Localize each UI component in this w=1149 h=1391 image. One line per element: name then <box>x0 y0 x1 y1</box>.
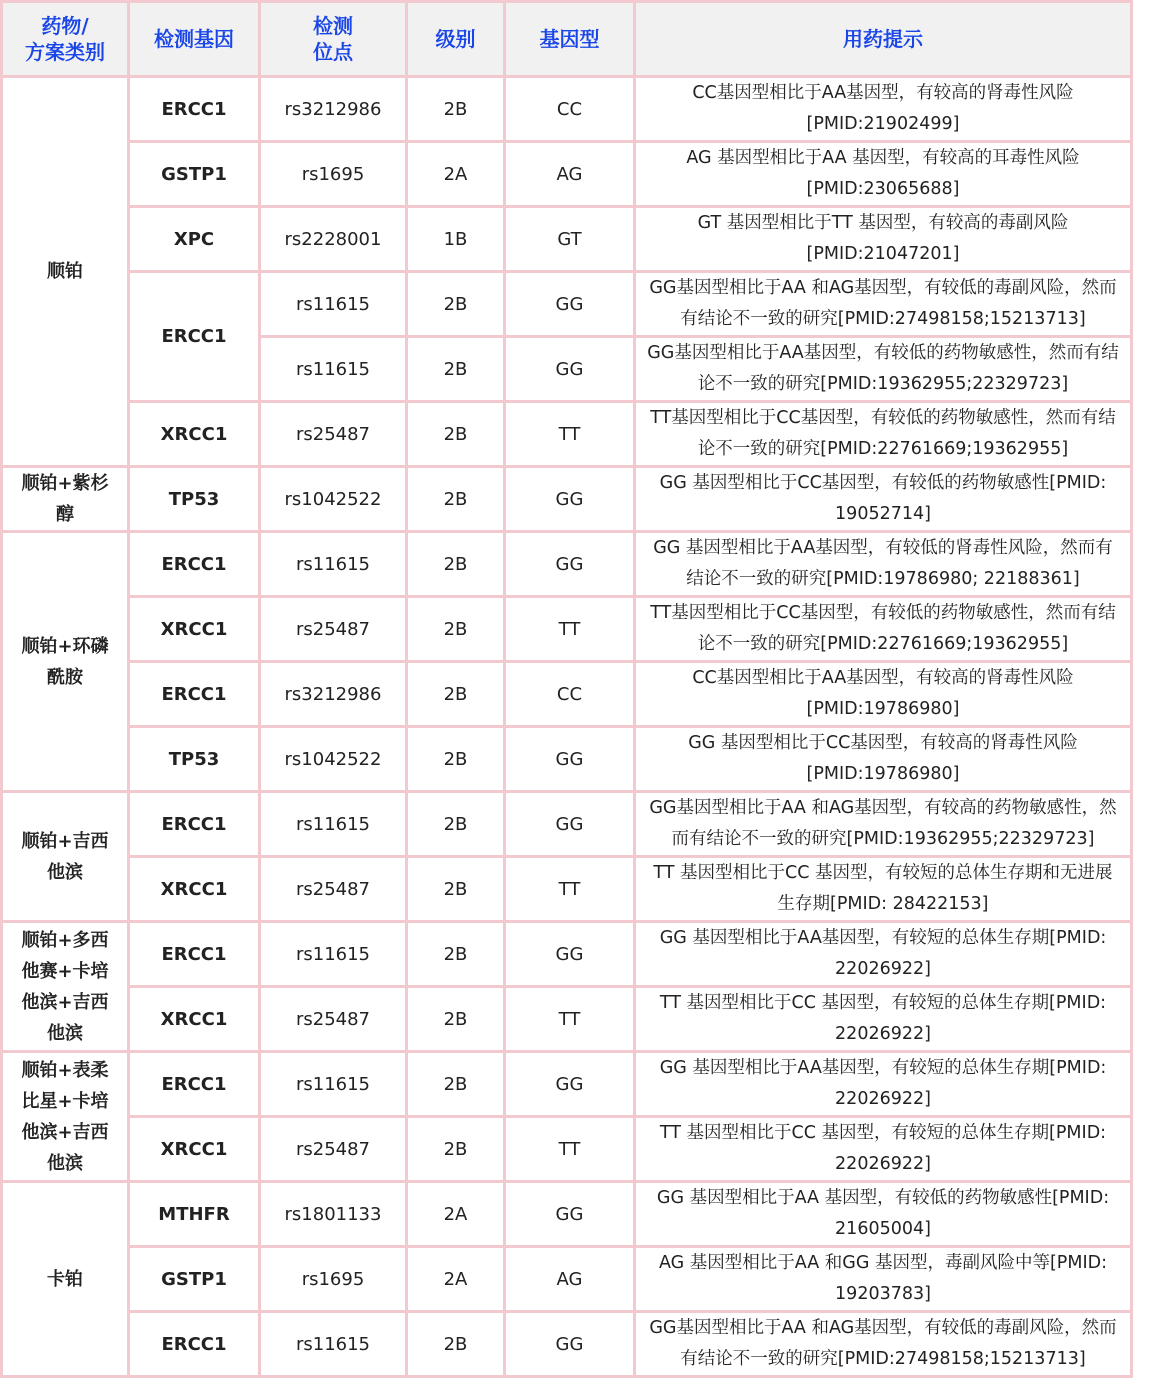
gene-cell: XRCC1 <box>130 403 261 468</box>
level-cell: 2B <box>408 988 506 1053</box>
table-row <box>3 403 1130 468</box>
medication-hint-cell: TT 基因型相比于CC 基因型，有较短的总体生存期[PMID: 22026922] <box>636 1118 1130 1183</box>
genotype-cell: GG <box>506 728 636 793</box>
header-level: 级别 <box>408 3 506 78</box>
medication-hint-cell: GG 基因型相比于CC基因型，有较高的肾毒性风险 [PMID:19786980] <box>636 728 1130 793</box>
gene-cell: XRCC1 <box>130 858 261 923</box>
table-row <box>3 468 1130 533</box>
genotype-cell: CC <box>506 663 636 728</box>
medication-hint-cell: CC基因型相比于AA基因型，有较高的肾毒性风险 [PMID:19786980] <box>636 663 1130 728</box>
site-cell: rs1695 <box>261 1248 408 1313</box>
medication-hint-cell: CC基因型相比于AA基因型，有较高的肾毒性风险 [PMID:21902499] <box>636 78 1130 143</box>
medication-hint-cell: TT基因型相比于CC基因型，有较低的药物敏感性，然而有结 论不一致的研究[PMID:22761669;19362955] <box>636 598 1130 663</box>
gene-cell: TP53 <box>130 728 261 793</box>
site-cell: rs3212986 <box>261 78 408 143</box>
table-body <box>3 78 1130 1375</box>
level-cell: 2B <box>408 403 506 468</box>
level-cell: 2B <box>408 1313 506 1375</box>
table-row <box>3 988 1130 1053</box>
drug-category-cell: 顺铂+环磷 酰胺 <box>3 533 130 793</box>
genotype-cell: TT <box>506 988 636 1053</box>
genotype-cell: TT <box>506 1118 636 1183</box>
site-cell: rs1042522 <box>261 728 408 793</box>
gene-cell: ERCC1 <box>130 78 261 143</box>
drug-category-cell: 顺铂 <box>3 78 130 468</box>
level-cell: 2B <box>408 858 506 923</box>
gene-cell: XRCC1 <box>130 1118 261 1183</box>
site-cell: rs2228001 <box>261 208 408 273</box>
drug-category-cell: 顺铂+多西 他赛+卡培 他滨+吉西 他滨 <box>3 923 130 1053</box>
site-cell: rs1042522 <box>261 468 408 533</box>
level-cell: 1B <box>408 208 506 273</box>
table-row <box>3 1183 1130 1248</box>
level-cell: 2B <box>408 728 506 793</box>
genotype-cell: GT <box>506 208 636 273</box>
gene-cell: ERCC1 <box>130 923 261 988</box>
genotype-cell: AG <box>506 143 636 208</box>
medication-hint-cell: AG 基因型相比于AA 和GG 基因型，毒副风险中等[PMID: 19203783] <box>636 1248 1130 1313</box>
medication-hint-cell: GG 基因型相比于AA基因型，有较短的总体生存期[PMID: 22026922] <box>636 1053 1130 1118</box>
genotype-cell: GG <box>506 533 636 598</box>
genotype-cell: CC <box>506 78 636 143</box>
site-cell: rs25487 <box>261 858 408 923</box>
medication-hint-cell: GG基因型相比于AA 和AG基因型，有较低的毒副风险，然而 有结论不一致的研究[PMID:27498158;15213713] <box>636 273 1130 338</box>
medication-hint-cell: GT 基因型相比于TT 基因型，有较高的毒副风险 [PMID:21047201] <box>636 208 1130 273</box>
site-cell: rs25487 <box>261 403 408 468</box>
medication-hint-cell: GG基因型相比于AA基因型，有较低的药物敏感性，然而有结 论不一致的研究[PMID:19362955;22329723] <box>636 338 1130 403</box>
medication-hint-cell: GG 基因型相比于CC基因型，有较低的药物敏感性[PMID: 19052714] <box>636 468 1130 533</box>
level-cell: 2B <box>408 663 506 728</box>
drug-category-cell: 顺铂+表柔 比星+卡培 他滨+吉西 他滨 <box>3 1053 130 1183</box>
medication-hint-cell: GG 基因型相比于AA 基因型，有较低的药物敏感性[PMID: 21605004] <box>636 1183 1130 1248</box>
table-row <box>3 923 1130 988</box>
table-row <box>3 858 1130 923</box>
table-row <box>3 78 1130 143</box>
medication-hint-cell: TT 基因型相比于CC 基因型，有较短的总体生存期和无进展 生存期[PMID: 28422153] <box>636 858 1130 923</box>
medication-hint-cell: TT基因型相比于CC基因型，有较低的药物敏感性，然而有结 论不一致的研究[PMID:22761669;19362955] <box>636 403 1130 468</box>
level-cell: 2B <box>408 78 506 143</box>
level-cell: 2B <box>408 468 506 533</box>
genotype-cell: GG <box>506 793 636 858</box>
table-row <box>3 273 1130 338</box>
site-cell: rs11615 <box>261 338 408 403</box>
gene-cell: GSTP1 <box>130 1248 261 1313</box>
gene-cell: ERCC1 <box>130 663 261 728</box>
gene-cell: ERCC1 <box>130 273 261 403</box>
gene-cell: XRCC1 <box>130 598 261 663</box>
genotype-cell: AG <box>506 1248 636 1313</box>
level-cell: 2B <box>408 338 506 403</box>
gene-cell: ERCC1 <box>130 1053 261 1118</box>
level-cell: 2B <box>408 1118 506 1183</box>
genotype-cell: TT <box>506 598 636 663</box>
table-row <box>3 1118 1130 1183</box>
level-cell: 2B <box>408 273 506 338</box>
site-cell: rs11615 <box>261 923 408 988</box>
medication-hint-cell: GG 基因型相比于AA基因型，有较短的总体生存期[PMID: 22026922] <box>636 923 1130 988</box>
table-row <box>3 1053 1130 1118</box>
medication-hint-cell: TT 基因型相比于CC 基因型，有较短的总体生存期[PMID: 22026922] <box>636 988 1130 1053</box>
drug-category-cell: 顺铂+紫杉 醇 <box>3 468 130 533</box>
gene-cell: ERCC1 <box>130 1313 261 1375</box>
level-cell: 2B <box>408 1053 506 1118</box>
table-row <box>3 663 1130 728</box>
genotype-cell: TT <box>506 403 636 468</box>
gene-cell: XRCC1 <box>130 988 261 1053</box>
site-cell: rs25487 <box>261 598 408 663</box>
table-row <box>3 143 1130 208</box>
site-cell: rs25487 <box>261 988 408 1053</box>
genotype-cell: GG <box>506 1313 636 1375</box>
genotype-cell: GG <box>506 1053 636 1118</box>
medication-hint-cell: GG 基因型相比于AA基因型，有较低的肾毒性风险，然而有 结论不一致的研究[PMID:19786980; 22188361] <box>636 533 1130 598</box>
genotype-cell: GG <box>506 1183 636 1248</box>
site-cell: rs11615 <box>261 273 408 338</box>
medication-hint-cell: GG基因型相比于AA 和AG基因型，有较低的毒副风险，然而 有结论不一致的研究[PMID:27498158;15213713] <box>649 1318 1117 1369</box>
gene-cell: ERCC1 <box>130 533 261 598</box>
header-site: 检测 位点 <box>261 3 408 78</box>
gene-cell: ERCC1 <box>130 793 261 858</box>
site-cell: rs11615 <box>261 1053 408 1118</box>
level-cell: 2A <box>408 1183 506 1248</box>
table-row <box>3 533 1130 598</box>
site-cell: rs11615 <box>261 533 408 598</box>
genotype-cell: GG <box>506 468 636 533</box>
level-cell: 2B <box>408 598 506 663</box>
medication-hint-cell: AG 基因型相比于AA 基因型，有较高的耳毒性风险 [PMID:23065688] <box>636 143 1130 208</box>
header-drug: 药物/ 方案类别 <box>3 3 130 78</box>
gene-cell: TP53 <box>130 468 261 533</box>
table-row <box>3 208 1130 273</box>
site-cell: rs1801133 <box>261 1183 408 1248</box>
genotype-cell: GG <box>506 338 636 403</box>
level-cell: 2A <box>408 1248 506 1313</box>
genotype-cell: TT <box>506 858 636 923</box>
drug-category-cell: 顺铂+吉西 他滨 <box>3 793 130 923</box>
genotype-cell: GG <box>506 923 636 988</box>
level-cell: 2B <box>408 923 506 988</box>
table-row <box>3 728 1130 793</box>
site-cell: rs11615 <box>261 793 408 858</box>
header-gene: 检测基因 <box>130 3 261 78</box>
gene-cell: GSTP1 <box>130 143 261 208</box>
drug-category-cell: 卡铂 <box>3 1183 130 1375</box>
table-row <box>3 793 1130 858</box>
table-row <box>3 1313 1130 1375</box>
gene-cell: XPC <box>130 208 261 273</box>
level-cell: 2B <box>408 533 506 598</box>
gene-cell: MTHFR <box>130 1183 261 1248</box>
header-genotype: 基因型 <box>506 3 636 78</box>
table-row <box>3 1248 1130 1313</box>
medication-hint-cell: GG基因型相比于AA 和AG基因型，有较高的药物敏感性，然 而有结论不一致的研究[PMID:19362955;22329723] <box>636 793 1130 858</box>
site-cell: rs11615 <box>261 1313 408 1375</box>
table-row <box>3 598 1130 663</box>
site-cell: rs25487 <box>261 1118 408 1183</box>
site-cell: rs1695 <box>261 143 408 208</box>
level-cell: 2B <box>408 793 506 858</box>
header-row <box>3 3 1130 78</box>
level-cell: 2A <box>408 143 506 208</box>
header-hint: 用药提示 <box>636 3 1130 78</box>
genotype-cell: GG <box>506 273 636 338</box>
site-cell: rs3212986 <box>261 663 408 728</box>
